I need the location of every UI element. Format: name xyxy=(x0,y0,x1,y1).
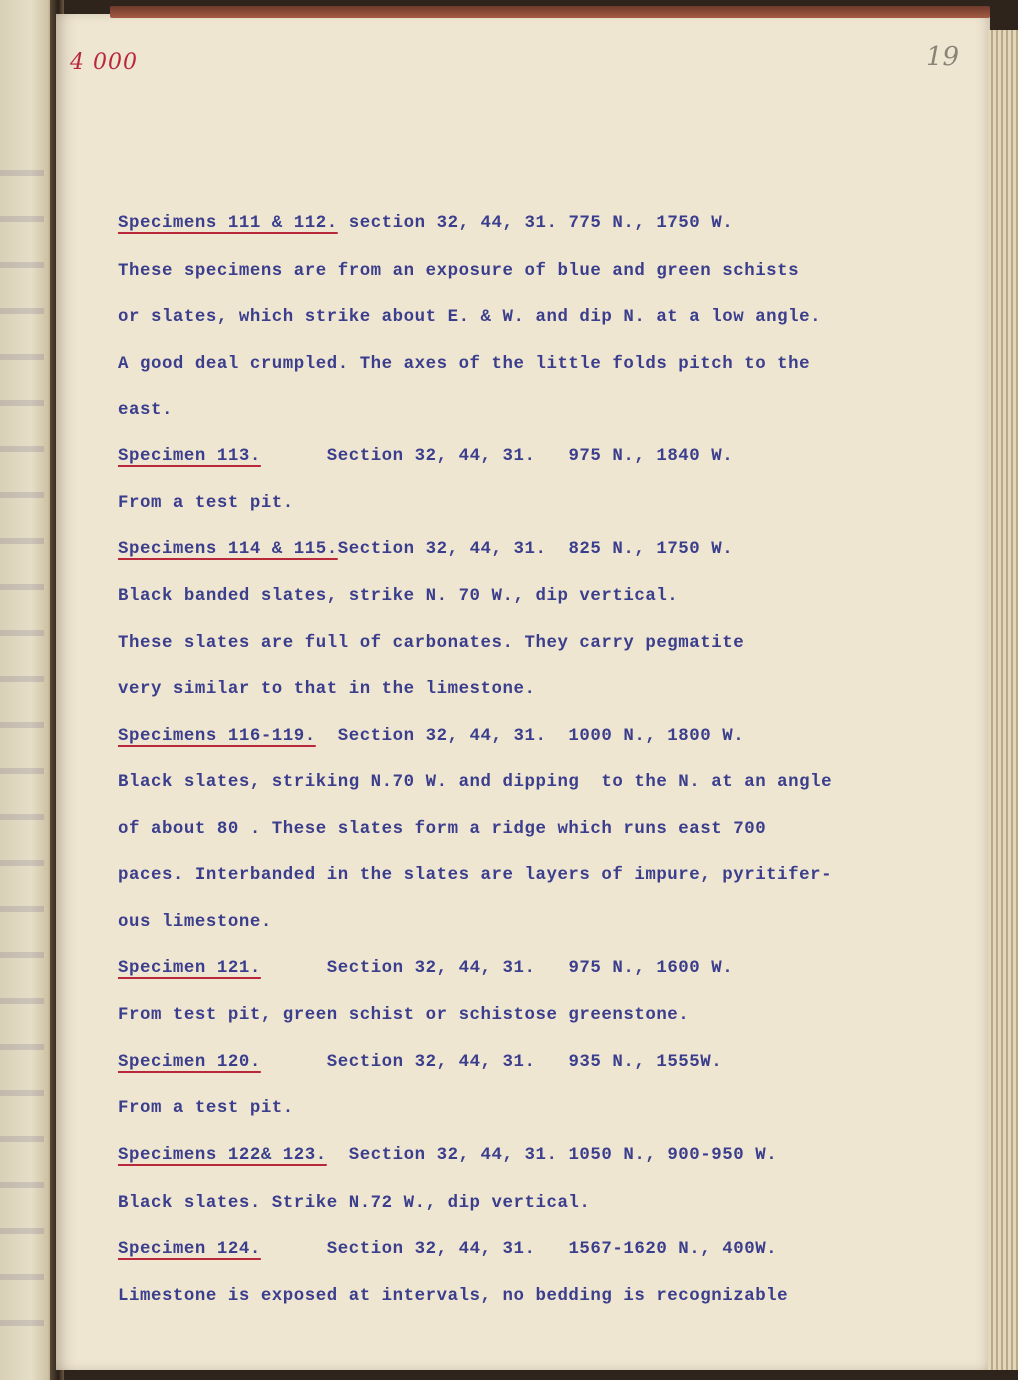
specimen-heading: Specimen 113. xyxy=(118,447,261,466)
text-line: or slates, which strike about E. & W. and dip N. at a low angle. xyxy=(118,308,822,327)
text-line: Specimens 116-119. Section 32, 44, 31. 1000 N., 1800 W. xyxy=(118,727,745,746)
text-line: From test pit, green schist or schistose greenstone. xyxy=(118,1006,690,1025)
page-top-edge xyxy=(110,6,990,18)
text-line: of about 80 . These slates form a ridge which runs east 700 xyxy=(118,820,767,839)
text-line: These specimens are from an exposure of blue and green schists xyxy=(118,262,800,281)
text-line: Black banded slates, strike N. 70 W., dip vertical. xyxy=(118,587,679,606)
text-line: Specimens 111 & 112. section 32, 44, 31. 775 N., 1750 W. xyxy=(118,214,734,233)
specimen-heading: Specimen 121. xyxy=(118,959,261,978)
specimen-heading: Specimens 122& 123. xyxy=(118,1146,327,1165)
text-line: Specimens 122& 123. Section 32, 44, 31. 1050 N., 900-950 W. xyxy=(118,1146,778,1165)
text-line: A good deal crumpled. The axes of the little folds pitch to the xyxy=(118,355,811,374)
text-line: ous limestone. xyxy=(118,913,272,932)
text-line: Specimen 120. Section 32, 44, 31. 935 N., 1555W. xyxy=(118,1053,723,1072)
specimen-heading: Specimen 120. xyxy=(118,1053,261,1072)
specimen-heading: Specimens 111 & 112. xyxy=(118,214,338,233)
text-line: Specimen 124. Section 32, 44, 31. 1567-1620 N., 400W. xyxy=(118,1240,778,1259)
text-line: From a test pit. xyxy=(118,494,294,513)
text-line: Limestone is exposed at intervals, no bedding is recognizable xyxy=(118,1287,789,1306)
page-number: 19 xyxy=(926,42,960,72)
text-line: Black slates. Strike N.72 W., dip vertical. xyxy=(118,1194,591,1213)
text-line: east. xyxy=(118,401,173,420)
text-line: Specimen 113. Section 32, 44, 31. 975 N., 1840 W. xyxy=(118,447,734,466)
text-line: From a test pit. xyxy=(118,1099,294,1118)
specimen-heading: Specimens 116-119. xyxy=(118,727,316,746)
page-stack-edge xyxy=(988,30,1018,1370)
text-line: Specimens 114 & 115.Section 32, 44, 31. 825 N., 1750 W. xyxy=(118,540,734,559)
specimen-heading: Specimens 114 & 115. xyxy=(118,540,338,559)
facing-page-text-fringe xyxy=(0,170,44,1330)
text-line: Specimen 121. Section 32, 44, 31. 975 N., 1600 W. xyxy=(118,959,734,978)
archive-number: 4 000 xyxy=(70,50,138,75)
text-line: very similar to that in the limestone. xyxy=(118,680,536,699)
text-line: paces. Interbanded in the slates are layers of impure, pyritifer- xyxy=(118,866,833,885)
text-line: Black slates, striking N.70 W. and dipping to the N. at an angle xyxy=(118,773,833,792)
text-line: These slates are full of carbonates. They carry pegmatite xyxy=(118,634,745,653)
specimen-heading: Specimen 124. xyxy=(118,1240,261,1259)
